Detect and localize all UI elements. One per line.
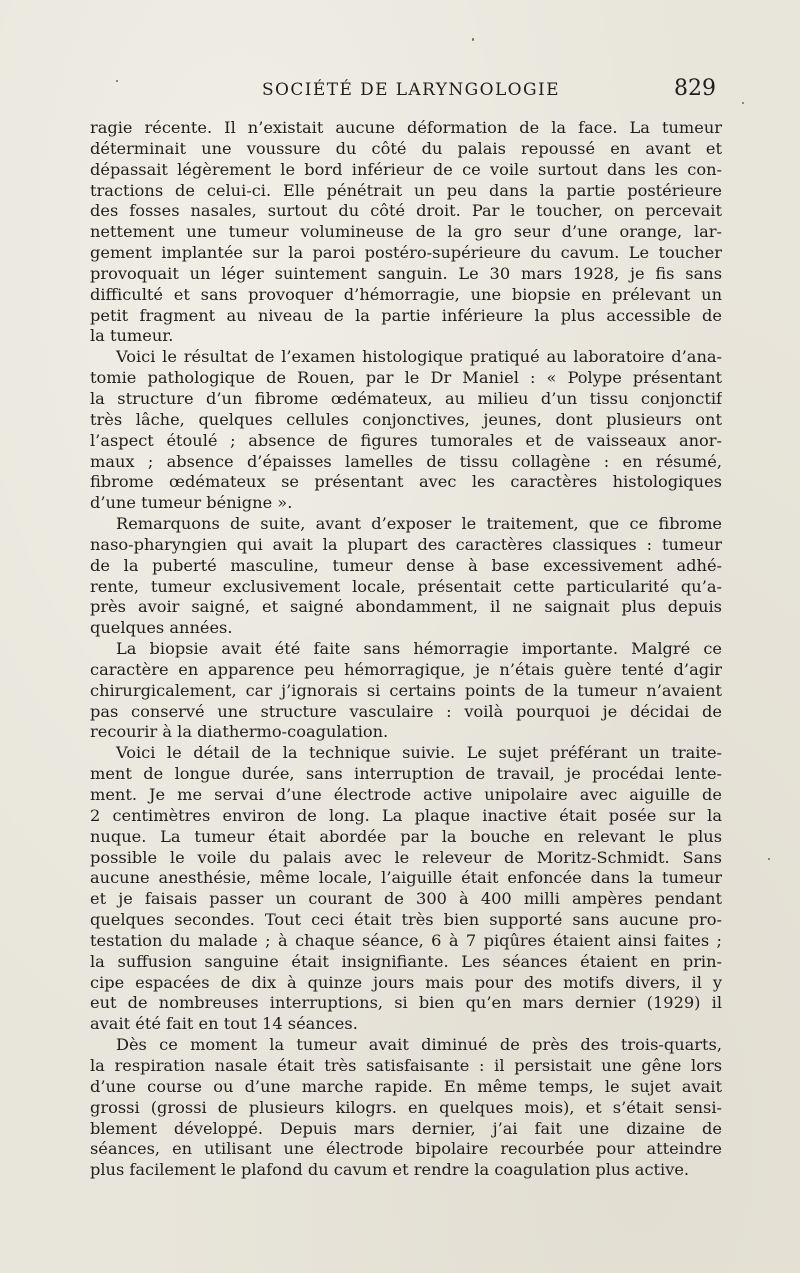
text-line: blement développé. Depuis mars dernier, j’ai fait une dizaine de (90, 1118, 722, 1138)
text-line: quelques années. (90, 618, 233, 638)
text-line: fibrome œdémateux se présentant avec les caractères histologiques (90, 472, 722, 492)
text-line: aucune anesthésie, même locale, l’aiguille était enfoncée dans la tumeur (90, 868, 722, 888)
text-line: testation du malade ; à chaque séance, 6 à 7 piqûres étaient ainsi faites ; (90, 930, 722, 950)
text-line: la suffusion sanguine était insignifiante. Les séances étaient en prin- (90, 951, 722, 971)
text-line: grossi (grossi de plusieurs kilogrs. en quelques mois), et s’était sensi- (90, 1097, 722, 1117)
paper-speck (768, 858, 770, 860)
text-line: Dès ce moment la tumeur avait diminué de près des trois-quarts, (116, 1035, 722, 1055)
text-line: et je faisais passer un courant de 300 à 400 milli ampères pendant (90, 889, 722, 909)
text-line: avait été fait en tout 14 séances. (90, 1014, 358, 1034)
text-line: de la puberté masculine, tumeur dense à base excessivement adhé- (90, 555, 722, 575)
text-line: ment de longue durée, sans interruption de travail, je procédai lente- (90, 764, 722, 784)
text-line: nettement une tumeur volumineuse de la gro seur d’une orange, lar- (90, 222, 722, 242)
text-line: Remarquons de suite, avant d’exposer le traitement, que ce fibrome (116, 514, 722, 534)
text-line: ragie récente. Il n’existait aucune déformation de la face. La tumeur (90, 118, 722, 137)
body-text (90, 118, 722, 1181)
text-line: 2 centimètres environ de long. La plaque inactive était posée sur la (90, 805, 722, 825)
text-line: la respiration nasale était très satisfaisante : il persistait une gêne lors (90, 1055, 722, 1075)
text-line: d’une course ou d’une marche rapide. En même temps, le sujet avait (90, 1076, 722, 1096)
text-line: La biopsie avait été faite sans hémorragie importante. Malgré ce (116, 639, 722, 659)
text-line: séances, en utilisant une électrode bipolaire recourbée pour atteindre (90, 1139, 722, 1159)
text-line: Voici le résultat de l’examen histologique pratiqué au laboratoire d’ana- (116, 347, 722, 367)
paper-speck (472, 38, 474, 41)
text-line: près avoir saigné, et saigné abondamment, il ne saignait plus depuis (90, 597, 722, 617)
page-number: 829 (674, 76, 716, 101)
text-line: eut de nombreuses interruptions, si bien qu’en mars dernier (1929) il (90, 993, 722, 1013)
text-line: ment. Je me servai d’une électrode active unipolaire avec aiguille de (90, 785, 722, 804)
text-line: quelques secondes. Tout ceci était très bien supporté sans aucune pro- (90, 910, 722, 930)
text-line: rente, tumeur exclusivement locale, présentait cette particularité qu’a- (90, 576, 722, 596)
running-title: SOCIÉTÉ DE LARYNGOLOGIE (262, 80, 560, 100)
text-line: d’une tumeur bénigne ». (90, 493, 293, 513)
text-line: chirurgicalement, car j’ignorais si certains points de la tumeur n’avaient (90, 680, 722, 700)
text-line: possible le voile du palais avec le releveur de Moritz-Schmidt. Sans (90, 847, 722, 867)
text-line: naso-pharyngien qui avait la plupart des caractères classiques : tumeur (90, 534, 722, 554)
text-line: tractions de celui-ci. Elle pénétrait un peu dans la partie postérieure (90, 180, 722, 200)
text-line: difficulté et sans provoquer d’hémorragie, une biopsie en prélevant un (90, 284, 722, 304)
text-line: la tumeur. (90, 326, 174, 346)
text-line: déterminait une voussure du côté du palais repoussé en avant et (90, 138, 722, 158)
text-line: petit fragment au niveau de la partie inférieure la plus accessible de (90, 305, 722, 325)
text-line: dépassait légèrement le bord inférieur de ce voile surtout dans les con- (90, 159, 722, 179)
text-line: très lâche, quelques cellules conjonctives, jeunes, dont plusieurs ont (90, 409, 722, 429)
text-line: provoquait un léger suintement sanguin. Le 30 mars 1928, je fis sans (90, 263, 722, 283)
text-line: maux ; absence d’épaisses lamelles de tissu collagène : en résumé, (90, 451, 722, 471)
text-line: gement implantée sur la paroi postéro-supérieure du cavum. Le toucher (90, 243, 722, 263)
text-line: plus facilement le plafond du cavum et rendre la coagulation plus active. (90, 1160, 690, 1180)
text-line: recourir à la diathermo-coagulation. (90, 722, 389, 742)
text-line: Voici le détail de la technique suivie. Le sujet préférant un traite- (116, 743, 722, 763)
paper-speck (742, 102, 744, 104)
text-line: la structure d’un fibrome œdémateux, au milieu d’un tissu conjonctif (90, 388, 722, 408)
text-line: caractère en apparence peu hémorragique, je n’étais guère tenté d’agir (90, 659, 722, 679)
text-line: pas conservé une structure vasculaire : voilà pourquoi je décidai de (90, 701, 722, 721)
text-line: tomie pathologique de Rouen, par le Dr Maniel : « Polype présentant (90, 368, 722, 388)
text-line: nuque. La tumeur était abordée par la bouche en relevant le plus (90, 826, 722, 846)
text-line: l’aspect étoulé ; absence de figures tumorales et de vaisseaux anor- (90, 430, 722, 450)
text-line: cipe espacées de dix à quinze jours mais pour des motifs divers, il y (90, 972, 722, 992)
text-line: des fosses nasales, surtout du côté droit. Par le toucher, on percevait (90, 201, 722, 221)
page-header (90, 76, 720, 106)
